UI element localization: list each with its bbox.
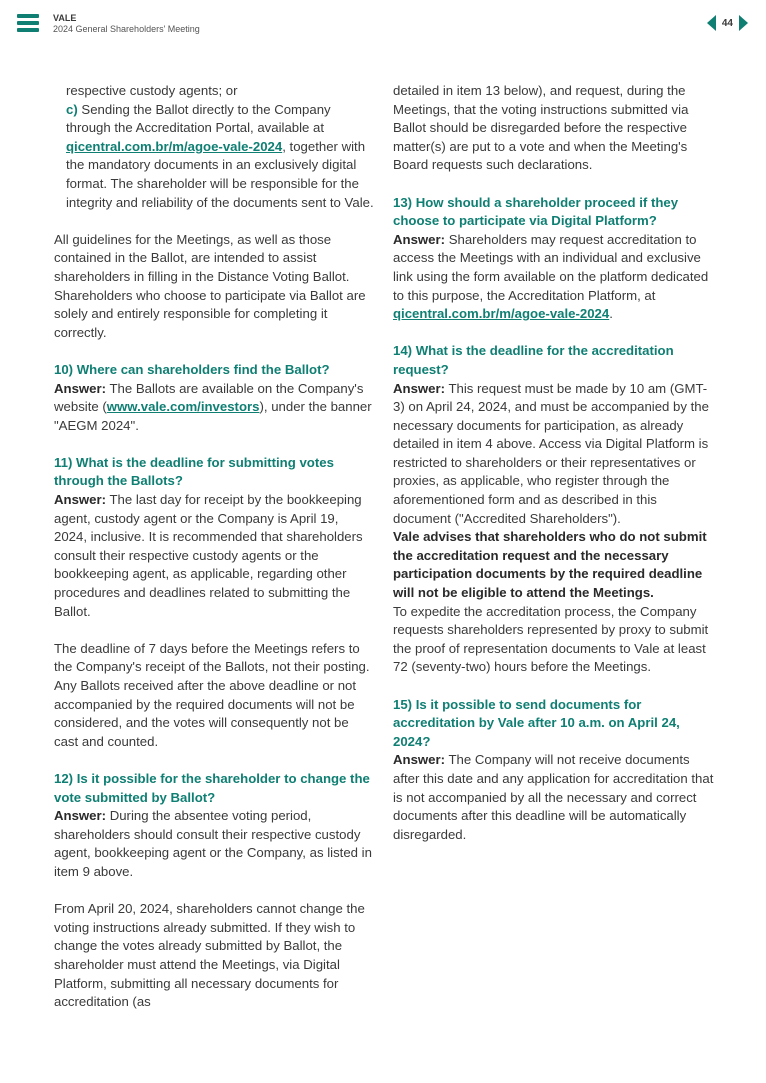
item-c-text-1: Sending the Ballot directly to the Company through the Accreditation Portal, available at	[66, 101, 331, 136]
brand-block	[53, 13, 200, 35]
guidelines-paragraph: All guidelines for the Meetings, as well as those contained in the Ballot, are intended to assist shareholders in filling in the Distance Voting Ballot. Shareholders who choose to participate via Ballot are solely and entirely responsible for completing it correctly.	[54, 231, 366, 340]
question-10: 10) Where can shareholders find the Ballot?	[54, 361, 330, 377]
answer-14	[393, 380, 717, 529]
answer-14-warning: Vale advises that shareholders who do not submit the accreditation request and the necessary participation documents by the required deadline will not be eligible to attend the Meetings.	[393, 529, 707, 601]
question-14: 14) What is the deadline for the accreditation request?	[393, 343, 674, 377]
page-navigator	[707, 14, 748, 32]
answer-label: Answer:	[54, 808, 107, 824]
brand-name: VALE	[53, 13, 77, 23]
left-column	[54, 82, 374, 1012]
answer-10-text-1: The Ballots are available on the Company's website (	[54, 380, 364, 415]
intro-line: respective custody agents; or	[66, 83, 238, 98]
item-c-text-2: , together with the mandatory documents in an exclusively digital format. The shareholder will be responsible for the integrity and reliability of the documents sent to Vale.	[66, 138, 374, 210]
answer-12-text: During the absentee voting period, shareholders should consult their respective custody agent, bookkeeping agent or the Company, as listed in item 9 above.	[54, 808, 372, 879]
answer-label: Answer:	[54, 492, 107, 508]
question-12: 12) Is it possible for the shareholder to change the vote submitted by Ballot?	[54, 770, 370, 805]
answer-13-text-1: Shareholders may request accreditation to access the Meetings with an individual and exclusive link using the form available on the platform dedicated to this purpose, the Accreditation Platform, at	[393, 231, 709, 303]
answer-label: Answer:	[393, 752, 446, 768]
previous-page-icon[interactable]	[707, 15, 716, 31]
page-number: 44	[721, 17, 733, 29]
right-column	[393, 82, 717, 844]
deadline-paragraph: The deadline of 7 days before the Meetings refers to the Company's receipt of the Ballots, not their posting. Any Ballots received after the above deadline or not accompanied by the required documents will not be considered, and the votes will consequently not be cast and counted.	[54, 640, 370, 749]
answer-15-text: The Company will not receive documents after this date and any application for accreditation that is not accompanied by all the necessary and correct documents after this deadline will be automatically disregarded.	[393, 752, 714, 842]
answer-11-text: The last day for receipt by the bookkeeping agent, custody agent or the Company is April 19, 2024, inclusive. It is recommended that shareholders consult their respective custody agents or the bookkeeping agent, as applicable, regarding other procedures and deadlines related to submitting the Ballot.	[54, 492, 363, 619]
item-c-label: c)	[66, 101, 78, 117]
change-votes-continued: detailed in item 13 below), and request, during the Meetings, that the voting instructions submitted via Ballot should be disregarded before the respective matter(s) are put to a vote and when the Meeting's Board requests such declarations.	[393, 83, 689, 173]
question-11: 11) What is the deadline for submitting votes through the Ballots?	[54, 454, 334, 489]
answer-12	[54, 807, 374, 881]
answer-14-tail: To expedite the accreditation process, the Company requests shareholders represented by proxy to submit the proof of representation documents to Vale at least 72 (seventy-two) hours before the Meetings.	[393, 603, 709, 675]
next-page-icon[interactable]	[739, 15, 748, 31]
answer-10	[54, 380, 374, 436]
accreditation-portal-link[interactable]: qicentral.com.br/m/agoe-vale-2024	[66, 138, 283, 154]
answer-13	[393, 231, 717, 324]
answer-15	[393, 751, 717, 844]
answer-14-text: This request must be made by 10 am (GMT-3) on April 24, 2024, and must be accompanied by the necessary documents for participation, as already detailed in item 4 above. Access via Digital Platform is restricted to shareholders or their representatives or proxies, as applicable, who register through the aforementioned form and as described in this document ("Accredited Shareholders").	[393, 380, 709, 526]
page-header	[0, 0, 766, 48]
answer-11	[54, 491, 374, 621]
document-subtitle: 2024 General Shareholders' Meeting	[53, 24, 200, 34]
item-c-paragraph	[54, 101, 374, 213]
question-15: 15) Is it possible to send documents for accreditation by Vale after 10 a.m. on April 24, 2024?	[393, 696, 680, 749]
answer-10-text-2: ), under the banner "AEGM 2024".	[54, 399, 372, 433]
answer-label: Answer:	[393, 380, 446, 396]
vale-investors-link[interactable]: www.vale.com/investors	[106, 399, 260, 415]
answer-13-text-2: .	[609, 306, 613, 322]
accreditation-platform-link[interactable]: qicentral.com.br/m/agoe-vale-2024	[393, 306, 610, 322]
hamburger-menu-icon[interactable]	[17, 14, 39, 32]
answer-label: Answer:	[393, 231, 446, 247]
answer-label: Answer:	[54, 380, 107, 396]
change-votes-paragraph: From April 20, 2024, shareholders cannot change the voting instructions already submitted. If they wish to change the votes already submitted by Ballot, the shareholder must attend the Meetings, via Digital Platform, submitting all necessary documents for accreditation (as	[54, 901, 365, 1010]
question-13: 13) How should a shareholder proceed if they choose to participate via Digital Platform?	[393, 194, 679, 229]
